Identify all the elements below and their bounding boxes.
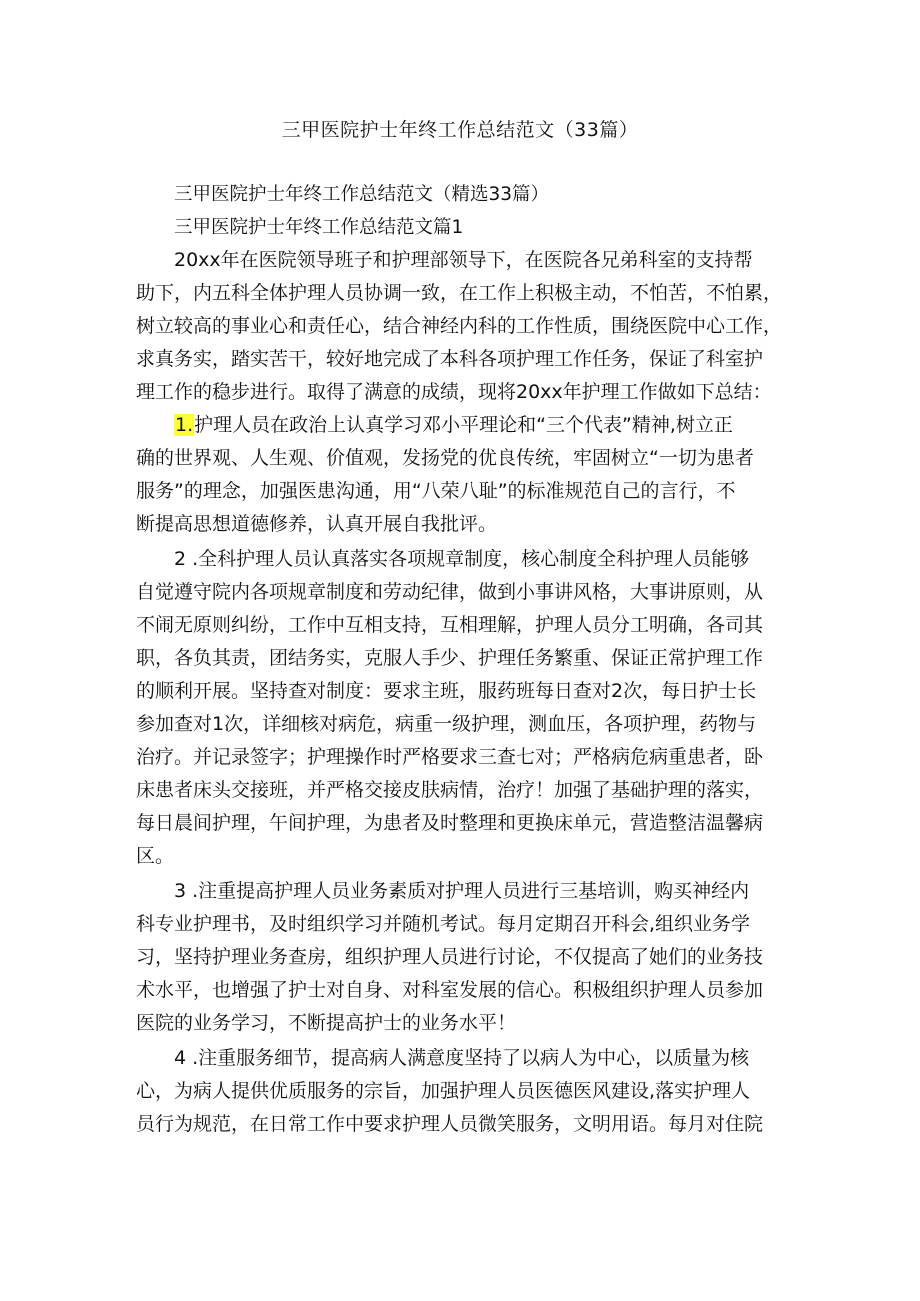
item-4-paragraph <box>136 1042 800 1141</box>
highlighted-number: 1. <box>175 414 194 436</box>
paragraph-line: 3 .注重提高护理人员业务素质对护理人员进行三基培训，购买神经内 <box>174 880 750 902</box>
paragraph-line: 床患者床头交接班，并严格交接皮肤病情，治疗！加强了基础护理的落实， <box>136 779 764 801</box>
paragraph-line: 科专业护理书，及时组织学习并随机考试。每月定期召开科会,组织业务学 <box>136 913 751 935</box>
document-subtitle: 三甲医院护士年终工作总结范文（精选33篇） <box>174 184 550 205</box>
paragraph-line: 求真务实，踏实苦干，较好地完成了本科各项护理工作任务，保证了科室护 <box>136 348 764 370</box>
paragraph-line: 员行为规范，在日常工作中要求护理人员微笑服务，文明用语。每月对住院 <box>136 1113 764 1135</box>
paragraph-line: 不闹无原则纠纷，工作中互相支持，互相理解，护理人员分工明确，各司其 <box>136 614 764 636</box>
paragraph-line: 服务”的理念，加强医患沟通，用“八荣八耻”的标准规范自己的言行，不 <box>136 480 736 502</box>
paragraph-line: 区。 <box>136 845 175 867</box>
paragraph-line: 术水平，也增强了护士对自身、对科室发展的信心。积极组织护理人员参加 <box>136 979 764 1001</box>
paragraph-line: 20xx年在医院领导班子和护理部领导下，在医院各兄弟科室的支持帮 <box>174 249 753 271</box>
section-heading: 三甲医院护士年终工作总结范文篇1 <box>174 217 464 238</box>
paragraph-line: 医院的业务学习，不断提高护士的业务水平！ <box>136 1012 517 1034</box>
paragraph-line: 每日晨间护理，午间护理，为患者及时整理和更换床单元，营造整洁温馨病 <box>136 812 764 834</box>
paragraph-line: 的顺利开展。坚持查对制度：要求主班，服药班每日查对2次，每日护士长 <box>136 680 757 702</box>
paragraph-line: 参加查对1次，详细核对病危，病重一级护理，测血压，各项护理，药物与 <box>136 713 757 735</box>
paragraph-line: 2 .全科护理人员认真落实各项规章制度，核心制度全科护理人员能够 <box>174 548 750 570</box>
paragraph-line: 自觉遵守院内各项规章制度和劳动纪律，做到小事讲风格，大事讲原则，从 <box>136 581 764 603</box>
paragraph-line: 理工作的稳步进行。取得了满意的成绩，现将20xx年护理工作做如下总结： <box>136 381 772 403</box>
paragraph-line-text: 护理人员在政治上认真学习邓小平理论和“三个代表”精神,树立正 <box>194 414 733 436</box>
paragraph-line: 心，为病人提供优质服务的宗旨，加强护理人员医德医风建设,落实护理人 <box>136 1080 751 1102</box>
document-body <box>136 178 800 1141</box>
paragraph-line: 治疗。并记录签字；护理操作时严格要求三查七对；严格病危病重患者，卧 <box>136 746 764 768</box>
item-1-paragraph <box>136 409 800 541</box>
intro-paragraph <box>136 244 800 409</box>
paragraph-line: 职，各负其责，团结务实，克服人手少、护理任务繁重、保证正常护理工作 <box>136 647 764 669</box>
item-3-paragraph <box>136 875 800 1040</box>
paragraph-line <box>174 409 800 442</box>
paragraph-line: 确的世界观、人生观、价值观，发扬党的优良传统，牢固树立“一切为患者 <box>136 447 754 469</box>
paragraph-line: 断提高思想道德修养，认真开展自我批评。 <box>136 513 498 535</box>
document-title: 三甲医院护士年终工作总结范文（33篇） <box>281 119 639 141</box>
item-2-paragraph <box>136 543 800 873</box>
paragraph-line: 4 .注重服务细节，提高病人满意度坚持了以病人为中心，以质量为核 <box>174 1047 750 1069</box>
paragraph-line: 习，坚持护理业务查房，组织护理人员进行讨论，不仅提高了她们的业务技 <box>136 946 764 968</box>
paragraph-line: 助下，内五科全体护理人员协调一致，在工作上积极主动，不怕苦，不怕累， <box>136 282 783 304</box>
paragraph-line: 树立较高的事业心和责任心，结合神经内科的工作性质，围绕医院中心工作， <box>136 315 783 337</box>
